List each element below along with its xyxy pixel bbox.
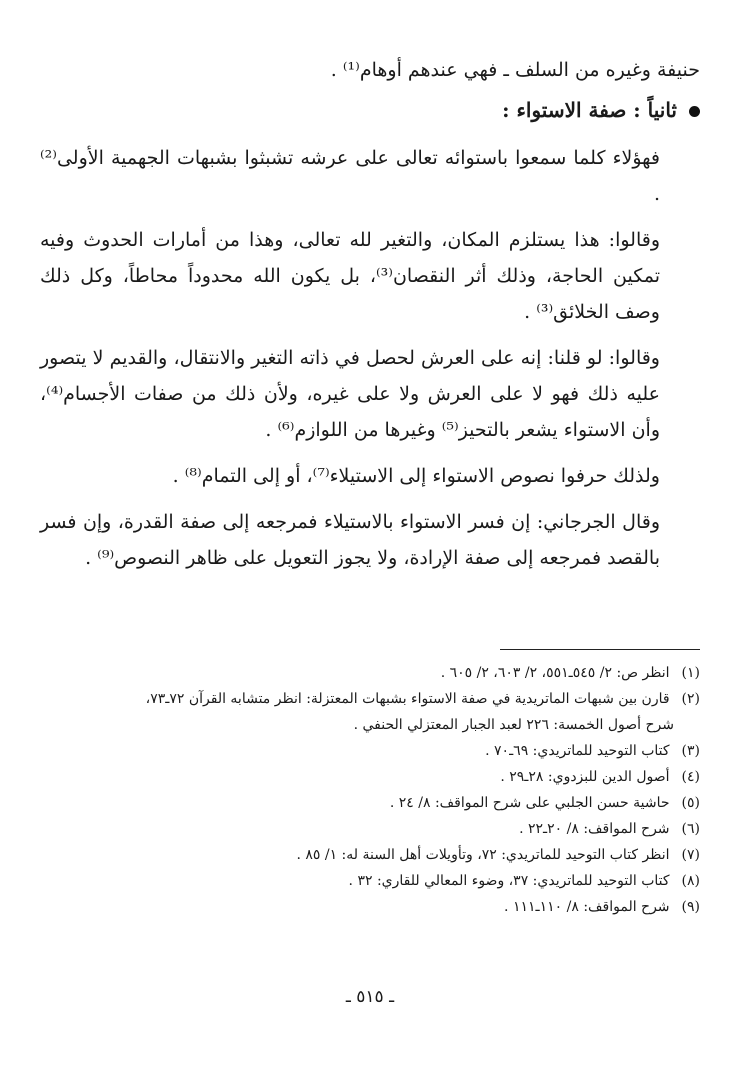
footnote (40, 842, 700, 868)
section-heading (40, 92, 700, 128)
footnote (40, 868, 700, 894)
paragraph-1: فهؤلاء كلما سمعوا باستوائه تعالى على عرشه تشبثوا بشبهات الجهمية الأولى⁽²⁾ . (40, 147, 660, 205)
footnote (40, 660, 700, 686)
footnote-text: شرح المواقف: ٨/ ٢٠ـ٢٢ . (519, 821, 670, 837)
paragraph-3: وقالوا: لو قلنا: إنه على العرش لحصل في ذاته التغير والانتقال، والقديم لا يتصور عليه ذلك فهو لا على العرش ولا على غيره، ولأن ذلك من صفات الأجسام⁽⁴⁾، وأن الاستواء يشعر بالتحيز⁽⁵⁾ وغيرها من اللوازم⁽⁶⁾ . (40, 347, 660, 441)
footnote-number: (٤) (681, 769, 700, 785)
footnote-number: (٢) (681, 691, 700, 707)
footnote-text: شرح المواقف: ٨/ ١١٠ـ١١١ . (504, 899, 670, 915)
footnote-text: انظر كتاب التوحيد للماتريدي: ٧٢، وتأويلات أهل السنة له: ١/ ٨٥ . (296, 847, 670, 863)
footnote-text: كتاب التوحيد للماتريدي: ٣٧، وضوء المعالي للقاري: ٣٢ . (348, 873, 670, 889)
footnote (40, 790, 700, 816)
bullet-icon (689, 106, 700, 117)
footnote-number: (٦) (681, 821, 700, 837)
section-heading-text: ثانياً : صفة الاستواء : (502, 98, 677, 122)
footnote-text: قارن بين شبهات الماتريدية في صفة الاستواء بشبهات المعتزلة: انظر متشابه القرآن ٧٢ـ٧٣، (145, 691, 670, 707)
paragraph-5: وقال الجرجاني: إن فسر الاستواء بالاستيلاء فمرجعه إلى صفة القدرة، وإن فسر بالقصد فمرجعه إلى صفة الإرادة، ولا يجوز التعويل على ظاهر النصوص⁽⁹⁾ . (40, 511, 660, 569)
footnote-number: (٣) (681, 743, 700, 759)
page-number: ـ ٥١٥ ـ (345, 987, 395, 1007)
footnote-divider (500, 649, 700, 650)
paragraph-4: ولذلك حرفوا نصوص الاستواء إلى الاستيلاء⁽⁷⁾، أو إلى التمام⁽⁸⁾ . (172, 465, 660, 487)
paragraph-continuation: حنيفة وغيره من السلف ـ فهي عندهم أوهام⁽¹⁾ . (330, 59, 700, 81)
footnote-number: (٥) (681, 795, 700, 811)
footnote-number: (٧) (681, 847, 700, 863)
footnote (40, 686, 700, 712)
footnote-text: أصول الدين للبزدوي: ٢٨ـ٢٩ . (500, 769, 670, 785)
footnote (40, 894, 700, 920)
footnote-number: (١) (681, 665, 700, 681)
page-body (40, 52, 700, 1007)
footnote-number: (٩) (681, 899, 700, 915)
footnotes (40, 660, 700, 920)
footnote (40, 738, 700, 764)
footnote (40, 816, 700, 842)
footnote-continuation: شرح أصول الخمسة: ٢٢٦ لعبد الجبار المعتزلي الحنفي . (353, 717, 674, 733)
paragraph-2: وقالوا: هذا يستلزم المكان، والتغير لله تعالى، وهذا من أمارات الحدوث وفيه تمكين الحاجة، وذلك أثر النقصان⁽³⁾، بل يكون الله محدوداً محاطاً، وكل ذلك وصف الخلائق⁽³⁾ . (40, 229, 661, 323)
footnote (40, 764, 700, 790)
footnote-text: كتاب التوحيد للماتريدي: ٦٩ـ٧٠ . (485, 743, 670, 759)
footnote-number: (٨) (681, 873, 700, 889)
footnote-text: انظر ص: ٢/ ٥٤٥ـ٥٥١، ٢/ ٦٠٣، ٢/ ٦٠٥ . (440, 665, 670, 681)
footnote-text: حاشية حسن الجلبي على شرح المواقف: ٨/ ٢٤ . (389, 795, 670, 811)
